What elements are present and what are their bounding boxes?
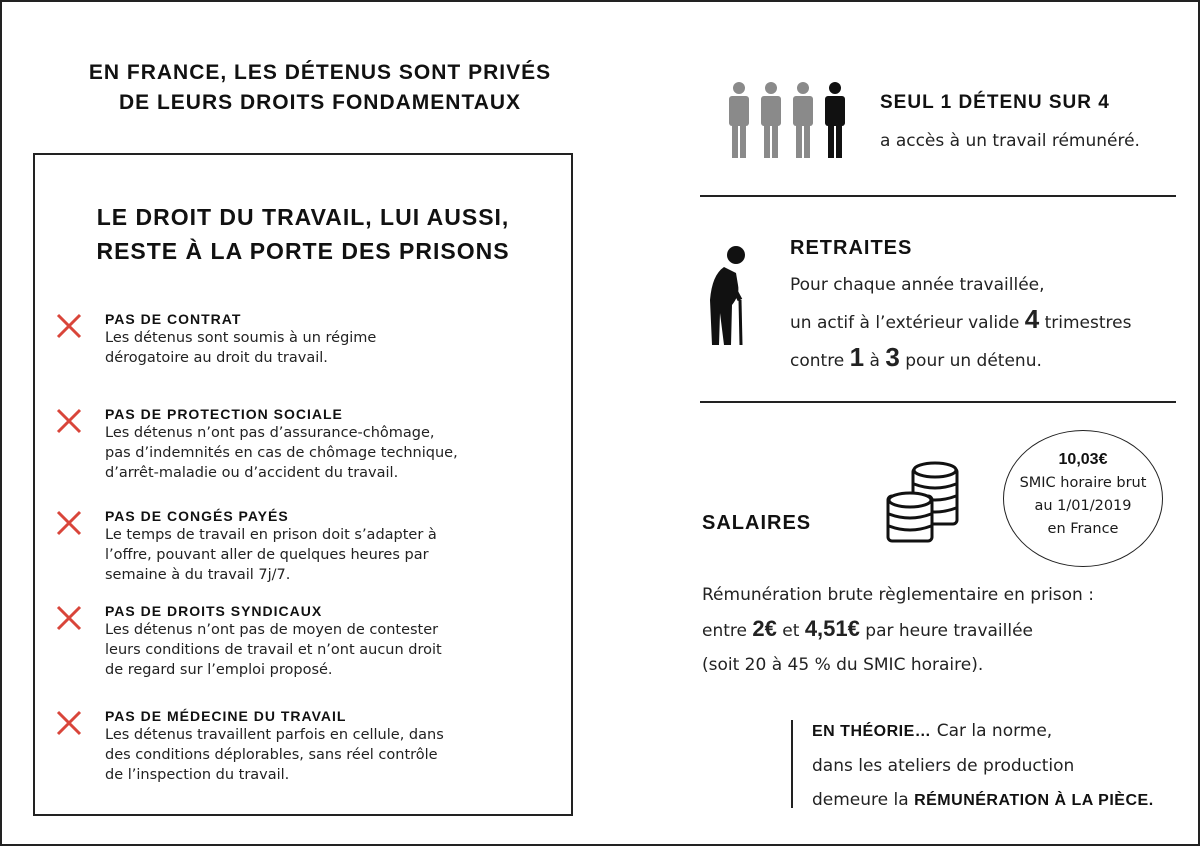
right-item bbox=[105, 707, 535, 785]
divider bbox=[700, 195, 1176, 197]
text: EN THÉORIE… bbox=[812, 723, 932, 740]
retraites-line bbox=[790, 302, 1131, 340]
item-line: Les détenus n’ont pas de moyen de contester bbox=[105, 622, 439, 638]
item-line: de regard sur l’emploi proposé. bbox=[105, 662, 333, 678]
item-title: PAS DE CONTRAT bbox=[105, 311, 242, 327]
text: demeure la bbox=[812, 790, 915, 810]
item-line: de l’inspection du travail. bbox=[105, 767, 290, 783]
elderly-person-icon bbox=[700, 245, 755, 350]
cross-icon bbox=[55, 509, 83, 537]
text: à bbox=[864, 351, 886, 371]
person-icon bbox=[729, 82, 749, 158]
theory-text bbox=[812, 714, 1154, 818]
item-line: dérogatoire au droit du travail. bbox=[105, 350, 328, 366]
retraites-line: Pour chaque année travaillée, bbox=[790, 275, 1045, 295]
rights-box bbox=[33, 153, 573, 816]
box-title bbox=[35, 200, 571, 268]
main-title-line: EN FRANCE, LES DÉTENUS SONT PRIVÉS bbox=[88, 61, 552, 84]
smic-value: 10,03€ bbox=[1058, 451, 1108, 468]
right-item bbox=[105, 507, 535, 585]
person-icon bbox=[825, 82, 845, 158]
retraites-title: RETRAITES bbox=[790, 237, 913, 259]
item-line: des conditions déplorables, sans réel contrôle bbox=[105, 747, 438, 763]
item-line: Le temps de travail en prison doit s’adapter à bbox=[105, 527, 437, 543]
salaires-line: Rémunération brute règlementaire en prison : bbox=[702, 585, 1094, 605]
smic-line: au 1/01/2019 bbox=[1034, 498, 1132, 514]
text: et bbox=[776, 621, 805, 641]
theory-line bbox=[812, 783, 1154, 818]
cross-icon bbox=[55, 312, 83, 340]
cross-icon bbox=[55, 604, 83, 632]
item-line: l’offre, pouvant aller de quelques heures par bbox=[105, 547, 429, 563]
cross-icon bbox=[55, 709, 83, 737]
retraites-text bbox=[790, 268, 1131, 378]
item-line: pas d’indemnités en cas de chômage technique, bbox=[105, 445, 458, 461]
divider bbox=[700, 401, 1176, 403]
text: entre bbox=[702, 621, 753, 641]
item-line: leurs conditions de travail et n’ont aucun droit bbox=[105, 642, 442, 658]
smic-line: en France bbox=[1047, 521, 1119, 537]
max-wage: 4,51€ bbox=[804, 616, 860, 641]
right-item bbox=[105, 310, 535, 368]
text: contre bbox=[790, 351, 850, 371]
right-item bbox=[105, 602, 535, 680]
salaires-text bbox=[702, 578, 1094, 682]
salaires-line: (soit 20 à 45 % du SMIC horaire). bbox=[702, 655, 984, 675]
work-title: SEUL 1 DÉTENU SUR 4 bbox=[880, 92, 1110, 113]
quarters-min: 1 bbox=[849, 342, 865, 372]
text: trimestres bbox=[1039, 313, 1132, 333]
text: Car la norme, bbox=[931, 721, 1053, 741]
item-title: PAS DE DROITS SYNDICAUX bbox=[105, 603, 323, 619]
item-line: d’arrêt-maladie ou d’accident du travail. bbox=[105, 465, 399, 481]
text: RÉMUNÉRATION À LA PIÈCE. bbox=[914, 792, 1154, 809]
item-title: PAS DE MÉDECINE DU TRAVAIL bbox=[105, 708, 347, 724]
cross-icon bbox=[55, 407, 83, 435]
smic-ellipse bbox=[1003, 430, 1163, 567]
main-title-line: DE LEURS DROITS FONDAMENTAUX bbox=[118, 91, 522, 114]
work-text: a accès à un travail rémunéré. bbox=[880, 131, 1140, 151]
min-wage: 2€ bbox=[752, 616, 777, 641]
salaires-line bbox=[702, 612, 1094, 648]
main-title bbox=[60, 58, 580, 118]
item-line: Les détenus sont soumis à un régime bbox=[105, 330, 377, 346]
text: par heure travaillée bbox=[859, 621, 1034, 641]
smic-line: SMIC horaire brut bbox=[1019, 475, 1147, 491]
right-item bbox=[105, 405, 535, 483]
quarters-max: 3 bbox=[885, 342, 900, 372]
theory-line: dans les ateliers de production bbox=[812, 756, 1075, 776]
quarters-outside: 4 bbox=[1024, 304, 1040, 334]
box-title-line: RESTE À LA PORTE DES PRISONS bbox=[96, 238, 510, 264]
box-title-line: LE DROIT DU TRAVAIL, LUI AUSSI, bbox=[96, 204, 510, 230]
text: pour un détenu. bbox=[899, 351, 1042, 371]
quote-bar bbox=[791, 720, 793, 808]
item-line: Les détenus n’ont pas d’assurance-chômage, bbox=[105, 425, 435, 441]
theory-line bbox=[812, 714, 1154, 749]
salaires-title: SALAIRES bbox=[702, 512, 812, 534]
people-icon bbox=[726, 82, 852, 160]
item-title: PAS DE PROTECTION SOCIALE bbox=[105, 406, 343, 422]
coins-icon bbox=[885, 460, 960, 545]
retraites-line bbox=[790, 340, 1131, 378]
person-icon bbox=[761, 82, 781, 158]
person-icon bbox=[793, 82, 813, 158]
item-title: PAS DE CONGÉS PAYÉS bbox=[105, 508, 289, 524]
item-line: semaine à du travail 7j/7. bbox=[105, 567, 291, 583]
item-line: Les détenus travaillent parfois en cellule, dans bbox=[105, 727, 444, 743]
text: un actif à l’extérieur valide bbox=[790, 313, 1025, 333]
